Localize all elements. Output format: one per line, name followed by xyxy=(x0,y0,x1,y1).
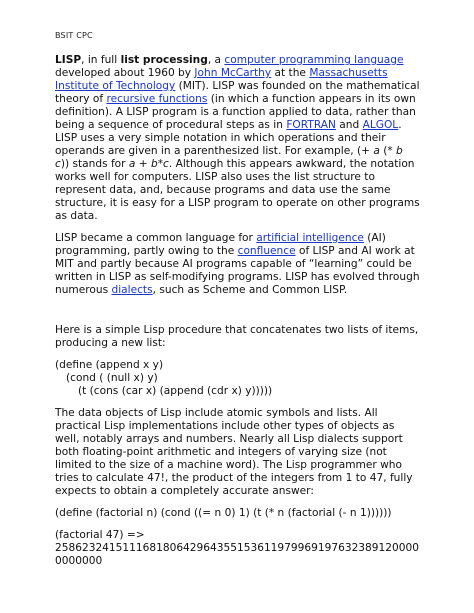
paragraph-append-intro: Here is a simple Lisp procedure that concatenates two lists of items, producing a new list: xyxy=(55,324,419,349)
code-block-append xyxy=(55,359,420,398)
code-line: (cond ( (null x) y) xyxy=(66,372,158,384)
code-block-factorial-result xyxy=(55,529,420,568)
code-block-factorial xyxy=(55,507,420,520)
term-lisp: LISP xyxy=(55,54,82,66)
paragraph-lisp-intro: LISP, in full list processing, a computer programming language developed about 1960 by John McCarthy at the Massachusetts Institute of Technology (MIT). LISP was founded on the mathematical theory of recursive functions (in which a function appears in its own definition). A LISP program is a function applied to data, rather than being a sequence of procedural steps as in FORTRAN and ALGOL. LISP uses a very simple notation in which operations and their operands are given in a parenthesized list. For example, (+ a (* b c)) stands for a + b*c. Although this appears awkward, the notation works well for computers. LISP also uses the list structure to represent data, and, because programs and data use the same structure, it is easy for a LISP program to operate on other programs as data. xyxy=(55,54,420,222)
link-mit[interactable]: Massachusetts Institute of Technology xyxy=(55,67,388,92)
code-line: (t (cons (car x) (append (cdr x) y))))) xyxy=(78,385,273,397)
link-fortran[interactable]: FORTRAN xyxy=(286,119,336,131)
term-list-processing: list processing xyxy=(120,54,208,66)
link-computer-programming-language[interactable]: computer programming language xyxy=(224,54,404,66)
paragraph-lisp-ai: LISP became a common language for artificial intelligence (AI) programming, partly owing to the confluence of LISP and AI work at MIT and partly because AI programs capable of “learning” could be written in LISP as self-modifying programs. LISP has evolved through numerous dialects, such as Scheme and Common LISP. xyxy=(55,232,420,296)
link-john-mccarthy[interactable]: John McCarthy xyxy=(194,67,272,79)
link-algol[interactable]: ALGOL xyxy=(362,119,399,131)
page-header: BSIT CPC xyxy=(55,31,93,40)
link-recursive-functions[interactable]: recursive functions xyxy=(106,93,208,105)
code-line: (define (append x y) xyxy=(55,359,164,371)
code-line: (factorial 47) => xyxy=(55,529,145,541)
link-dialects[interactable]: dialects xyxy=(111,284,153,296)
factorial-result-value: 2586232415111681806429643551536119799691976323891200000000000 xyxy=(55,542,419,567)
paragraph-data-objects: The data objects of Lisp include atomic symbols and lists. All practical Lisp implementations include other types of objects as well, notably arrays and numbers. Nearly all Lisp dialects support both floating-point arithmetic and integers of varying size (not limited to the size of a machine word). The Lisp programmer who tries to calculate 47!, the product of the integers from 1 to 47, fully expects to obtain a completely accurate answer: xyxy=(55,407,413,497)
code-line: (define (factorial n) (cond ((= n 0) 1) (t (* n (factorial (- n 1)))))) xyxy=(55,507,392,519)
link-confluence[interactable]: confluence xyxy=(237,245,296,257)
document-body xyxy=(55,54,420,577)
link-artificial-intelligence[interactable]: artificial intelligence xyxy=(256,232,364,244)
